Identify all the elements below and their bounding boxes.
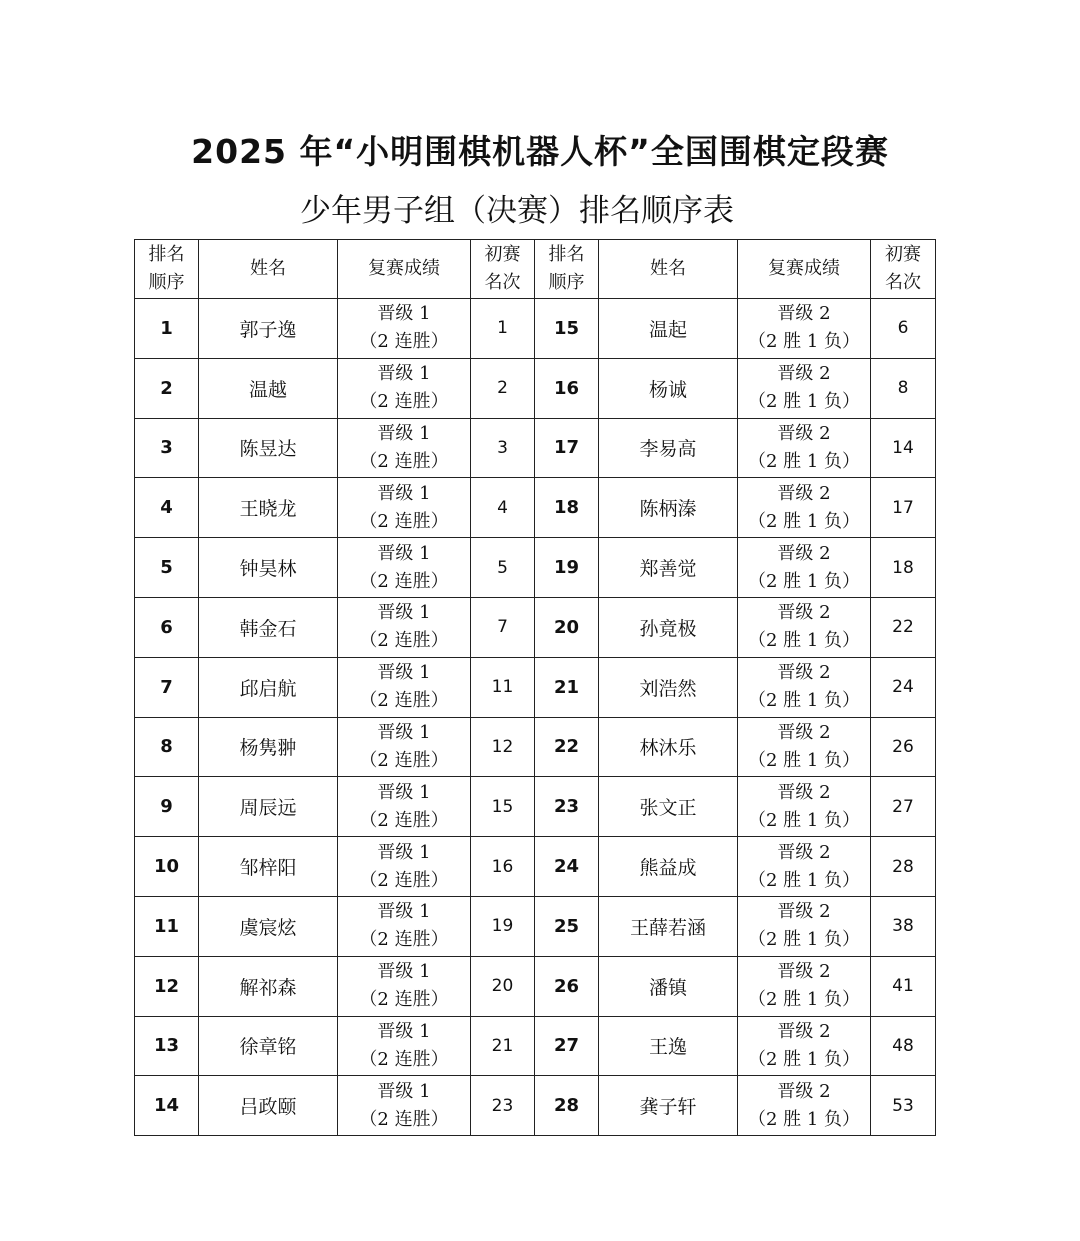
player-name-cell: 王薛若涵 xyxy=(599,896,738,956)
score-record: （2 胜 1 负） xyxy=(747,331,861,353)
header-score-right: 复赛成绩 xyxy=(738,240,871,299)
prelim-rank-cell: 41 xyxy=(871,956,936,1016)
score-result: 晋级 2 xyxy=(777,841,831,863)
player-name-cell: 熊益成 xyxy=(599,837,738,897)
table-row xyxy=(135,837,936,897)
score-record: （2 连胜） xyxy=(359,331,449,353)
score-result: 晋级 1 xyxy=(377,602,431,624)
prelim-rank-cell: 27 xyxy=(871,777,936,837)
table-row xyxy=(135,777,936,837)
player-name-cell: 徐章铭 xyxy=(199,1016,338,1076)
header-rank-right: 排名 顺序 xyxy=(535,240,599,299)
score-record: （2 连胜） xyxy=(359,989,449,1011)
score-record: （2 连胜） xyxy=(359,749,449,771)
score-cell xyxy=(738,717,871,777)
rank-cell: 8 xyxy=(135,717,199,777)
score-cell xyxy=(738,1016,871,1076)
score-result: 晋级 1 xyxy=(377,662,431,684)
player-name-cell: 陈柄溱 xyxy=(599,478,738,538)
player-name-cell: 龚子轩 xyxy=(599,1076,738,1136)
player-name-cell: 韩金石 xyxy=(199,597,338,657)
player-name-cell: 邹梓阳 xyxy=(199,837,338,897)
score-record: （2 胜 1 负） xyxy=(747,869,861,891)
prelim-rank-cell: 23 xyxy=(471,1076,535,1136)
rank-cell: 9 xyxy=(135,777,199,837)
score-record: （2 胜 1 负） xyxy=(747,989,861,1011)
rank-cell: 14 xyxy=(135,1076,199,1136)
score-record: （2 胜 1 负） xyxy=(747,1048,861,1070)
score-result: 晋级 2 xyxy=(777,422,831,444)
prelim-rank-cell: 26 xyxy=(871,717,936,777)
prelim-rank-cell: 11 xyxy=(471,657,535,717)
score-record: （2 连胜） xyxy=(359,450,449,472)
score-record: （2 胜 1 负） xyxy=(747,391,861,413)
player-name-cell: 周辰远 xyxy=(199,777,338,837)
prelim-rank-cell: 21 xyxy=(471,1016,535,1076)
score-cell xyxy=(738,1076,871,1136)
player-name-cell: 郭子逸 xyxy=(199,299,338,359)
score-record: （2 胜 1 负） xyxy=(747,450,861,472)
score-cell xyxy=(338,956,471,1016)
header-name-right: 姓名 xyxy=(599,240,738,299)
rank-cell: 23 xyxy=(535,777,599,837)
prelim-rank-cell: 16 xyxy=(471,837,535,897)
score-cell xyxy=(338,1016,471,1076)
score-cell xyxy=(338,657,471,717)
score-result: 晋级 2 xyxy=(777,303,831,325)
prelim-rank-cell: 53 xyxy=(871,1076,936,1136)
table-row xyxy=(135,299,936,359)
score-record: （2 连胜） xyxy=(359,1048,449,1070)
score-cell xyxy=(738,299,871,359)
rank-cell: 5 xyxy=(135,538,199,598)
score-cell xyxy=(338,777,471,837)
score-cell xyxy=(338,717,471,777)
score-record: （2 胜 1 负） xyxy=(747,570,861,592)
score-result: 晋级 2 xyxy=(777,961,831,983)
prelim-rank-cell: 8 xyxy=(871,358,936,418)
score-cell xyxy=(738,896,871,956)
prelim-rank-cell: 4 xyxy=(471,478,535,538)
rank-cell: 21 xyxy=(535,657,599,717)
score-cell xyxy=(738,358,871,418)
prelim-rank-cell: 17 xyxy=(871,478,936,538)
score-record: （2 连胜） xyxy=(359,630,449,652)
score-record: （2 胜 1 负） xyxy=(747,1108,861,1130)
score-result: 晋级 1 xyxy=(377,961,431,983)
score-result: 晋级 1 xyxy=(377,781,431,803)
score-cell xyxy=(738,777,871,837)
rank-cell: 20 xyxy=(535,597,599,657)
prelim-rank-cell: 6 xyxy=(871,299,936,359)
score-record: （2 连胜） xyxy=(359,929,449,951)
header-name-left: 姓名 xyxy=(199,240,338,299)
prelim-rank-cell: 12 xyxy=(471,717,535,777)
prelim-rank-cell: 14 xyxy=(871,418,936,478)
player-name-cell: 郑善觉 xyxy=(599,538,738,598)
score-record: （2 胜 1 负） xyxy=(747,510,861,532)
player-name-cell: 陈昱达 xyxy=(199,418,338,478)
score-record: （2 胜 1 负） xyxy=(747,690,861,712)
score-cell xyxy=(338,299,471,359)
prelim-rank-cell: 15 xyxy=(471,777,535,837)
rank-cell: 2 xyxy=(135,358,199,418)
player-name-cell: 解祁森 xyxy=(199,956,338,1016)
score-result: 晋级 2 xyxy=(777,363,831,385)
score-result: 晋级 2 xyxy=(777,1020,831,1042)
rank-cell: 16 xyxy=(535,358,599,418)
score-result: 晋级 2 xyxy=(777,781,831,803)
score-record: （2 胜 1 负） xyxy=(747,749,861,771)
score-cell xyxy=(338,478,471,538)
header-score-left: 复赛成绩 xyxy=(338,240,471,299)
document-title: 2025 年“小明围棋机器人杯”全国围棋定段赛 xyxy=(191,132,889,171)
score-result: 晋级 1 xyxy=(377,901,431,923)
score-result: 晋级 2 xyxy=(777,662,831,684)
score-result: 晋级 1 xyxy=(377,482,431,504)
player-name-cell: 王逸 xyxy=(599,1016,738,1076)
score-result: 晋级 1 xyxy=(377,422,431,444)
score-cell xyxy=(338,896,471,956)
rank-cell: 15 xyxy=(535,299,599,359)
player-name-cell: 吕政颐 xyxy=(199,1076,338,1136)
player-name-cell: 刘浩然 xyxy=(599,657,738,717)
prelim-rank-cell: 7 xyxy=(471,597,535,657)
rank-cell: 25 xyxy=(535,896,599,956)
rank-cell: 28 xyxy=(535,1076,599,1136)
prelim-rank-cell: 20 xyxy=(471,956,535,1016)
prelim-rank-cell: 1 xyxy=(471,299,535,359)
prelim-rank-cell: 48 xyxy=(871,1016,936,1076)
score-cell xyxy=(738,956,871,1016)
prelim-rank-cell: 22 xyxy=(871,597,936,657)
rank-cell: 1 xyxy=(135,299,199,359)
prelim-rank-cell: 5 xyxy=(471,538,535,598)
score-result: 晋级 2 xyxy=(777,901,831,923)
score-result: 晋级 2 xyxy=(777,721,831,743)
player-name-cell: 张文正 xyxy=(599,777,738,837)
score-result: 晋级 1 xyxy=(377,721,431,743)
player-name-cell: 温越 xyxy=(199,358,338,418)
score-record: （2 连胜） xyxy=(359,809,449,831)
score-record: （2 连胜） xyxy=(359,391,449,413)
prelim-rank-cell: 24 xyxy=(871,657,936,717)
player-name-cell: 杨诚 xyxy=(599,358,738,418)
player-name-cell: 林沐乐 xyxy=(599,717,738,777)
player-name-cell: 李易高 xyxy=(599,418,738,478)
score-cell xyxy=(738,597,871,657)
score-record: （2 连胜） xyxy=(359,1108,449,1130)
score-result: 晋级 1 xyxy=(377,363,431,385)
table-row xyxy=(135,478,936,538)
table-row xyxy=(135,717,936,777)
table-row xyxy=(135,538,936,598)
player-name-cell: 杨隽翀 xyxy=(199,717,338,777)
rank-cell: 19 xyxy=(535,538,599,598)
score-result: 晋级 2 xyxy=(777,482,831,504)
score-record: （2 连胜） xyxy=(359,510,449,532)
score-cell xyxy=(738,837,871,897)
table-header-row xyxy=(135,240,936,299)
prelim-rank-cell: 38 xyxy=(871,896,936,956)
table-row xyxy=(135,358,936,418)
header-prelim-right: 初赛 名次 xyxy=(871,240,936,299)
score-result: 晋级 1 xyxy=(377,1080,431,1102)
player-name-cell: 虞宸炫 xyxy=(199,896,338,956)
table-row xyxy=(135,1016,936,1076)
prelim-rank-cell: 28 xyxy=(871,837,936,897)
rank-cell: 10 xyxy=(135,837,199,897)
table-row xyxy=(135,657,936,717)
rank-cell: 22 xyxy=(535,717,599,777)
rank-cell: 17 xyxy=(535,418,599,478)
score-cell xyxy=(738,418,871,478)
score-result: 晋级 1 xyxy=(377,841,431,863)
score-result: 晋级 1 xyxy=(377,303,431,325)
prelim-rank-cell: 3 xyxy=(471,418,535,478)
score-record: （2 连胜） xyxy=(359,570,449,592)
table-row xyxy=(135,597,936,657)
score-cell xyxy=(338,538,471,598)
score-record: （2 胜 1 负） xyxy=(747,809,861,831)
score-result: 晋级 2 xyxy=(777,542,831,564)
player-name-cell: 王晓龙 xyxy=(199,478,338,538)
player-name-cell: 孙竟极 xyxy=(599,597,738,657)
header-rank-left: 排名 顺序 xyxy=(135,240,199,299)
score-cell xyxy=(338,837,471,897)
player-name-cell: 邱启航 xyxy=(199,657,338,717)
score-result: 晋级 2 xyxy=(777,1080,831,1102)
score-cell xyxy=(338,418,471,478)
prelim-rank-cell: 19 xyxy=(471,896,535,956)
table-row xyxy=(135,418,936,478)
score-cell xyxy=(738,538,871,598)
table-row xyxy=(135,896,936,956)
rank-cell: 18 xyxy=(535,478,599,538)
score-cell xyxy=(738,657,871,717)
rank-cell: 6 xyxy=(135,597,199,657)
table-row xyxy=(135,956,936,1016)
score-cell xyxy=(338,597,471,657)
rank-cell: 7 xyxy=(135,657,199,717)
score-record: （2 连胜） xyxy=(359,869,449,891)
player-name-cell: 温起 xyxy=(599,299,738,359)
table-row xyxy=(135,1076,936,1136)
score-record: （2 连胜） xyxy=(359,690,449,712)
header-prelim-left: 初赛 名次 xyxy=(471,240,535,299)
player-name-cell: 钟昊林 xyxy=(199,538,338,598)
rank-cell: 24 xyxy=(535,837,599,897)
rank-cell: 13 xyxy=(135,1016,199,1076)
score-cell xyxy=(338,1076,471,1136)
score-result: 晋级 2 xyxy=(777,602,831,624)
score-cell xyxy=(338,358,471,418)
prelim-rank-cell: 2 xyxy=(471,358,535,418)
rank-cell: 3 xyxy=(135,418,199,478)
player-name-cell: 潘镇 xyxy=(599,956,738,1016)
prelim-rank-cell: 18 xyxy=(871,538,936,598)
score-result: 晋级 1 xyxy=(377,542,431,564)
document-subtitle: 少年男子组（决赛）排名顺序表 xyxy=(300,193,734,229)
score-record: （2 胜 1 负） xyxy=(747,630,861,652)
rank-cell: 4 xyxy=(135,478,199,538)
score-cell xyxy=(738,478,871,538)
rank-cell: 11 xyxy=(135,896,199,956)
rank-cell: 27 xyxy=(535,1016,599,1076)
rank-cell: 12 xyxy=(135,956,199,1016)
ranking-table xyxy=(134,239,936,1136)
score-record: （2 胜 1 负） xyxy=(747,929,861,951)
score-result: 晋级 1 xyxy=(377,1020,431,1042)
rank-cell: 26 xyxy=(535,956,599,1016)
table-body xyxy=(135,299,936,1136)
